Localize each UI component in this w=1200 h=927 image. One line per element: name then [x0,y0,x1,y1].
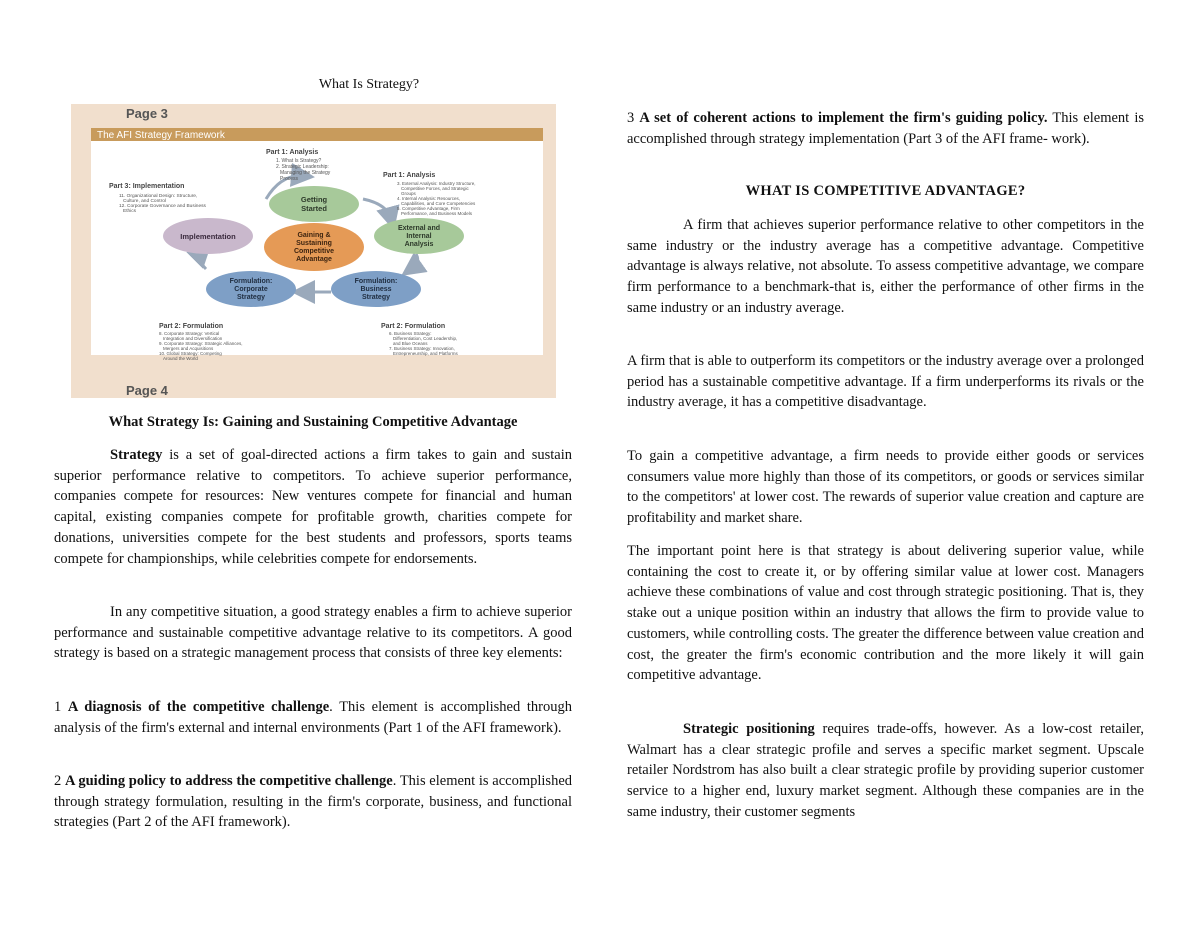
part3-item-1: 11. Organizational Design: Structure, [119,194,198,199]
strategy-term: Strategy [110,447,163,463]
part1-item-1: 1. What Is Strategy? [276,158,322,164]
part1b-item-7: Performance, and Business Models [401,211,473,216]
part2b-label: Part 2: Formulation [381,323,446,330]
node-business-line-2: Business [360,286,392,293]
part1b-item-1: 3. External Analysis: Industry Structure, [397,181,476,186]
part3-item-3: 12. Corporate Governance and Business [119,204,206,209]
element-3-paragraph [627,108,1144,149]
part2a-item-6: Around the World [163,356,198,361]
paragraph-sustainable-advantage: A firm that is able to outperform its competitors or the industry average over a prolonged period has a sustainable competitive advantage. If a firm underperforms its rivals or the industry average, it has a competitive disadvantage. [627,353,1144,411]
paragraph-strategy-definition [54,445,572,569]
part1-item-4: Process [280,176,299,182]
part2a-item-2: Integration and Diversification [163,336,223,341]
element-3-number: 3 [627,110,640,126]
afi-framework-diagram [71,104,556,398]
paragraph-competitive-advantage-definition: A firm that achieves superior performance relative to other competitors in the same industry or the industry average has a competitive advantage. Competitive advantage is always relative, not absolute. To assess competitive advantage, we compare firm performance to a benchmark-that is, either the performance of other firms in the same industry or an industry average. [627,217,1144,316]
page-bottom-label: Page 4 [126,383,168,398]
element-2-number: 2 [54,773,65,789]
part1b-item-3: Groups [401,191,416,196]
part2b-item-2: Differentiation, Cost Leadership, [393,336,458,341]
element-1-number: 1 [54,699,68,715]
node-analysis-line-1: External and [397,225,441,232]
part2b-item-5: Entrepreneurship, and Platforms [393,351,458,356]
strategic-positioning-text: requires trade-offs, however. As a low-cost retailer, Walmart has a clear strategic profile and serves a specific market segment. Upscale retailer Nordstrom has also built a clear strategic profile by providing superior customer service to a higher end, luxury market segment. Although these companies are in the same industry, their customer segments [627,721,1144,820]
part3-label: Part 3: Implementation [109,183,185,190]
paragraph-delivering-value: The important point here is that strategy is about delivering superior value, while containing the cost to create it, or by offering similar value at lower cost. Managers achieve these combinations of value and cost through strategic positioning. That is, they stake out a unique position within an industry that allows the firm to provide value to customers, while controlling costs. The greater the difference between value creation and cost, the greater the firm's economic contribution and the more likely it will gain competitive advantage. [627,543,1144,684]
part3-item-4: Ethics [123,209,137,214]
part1b-item-2: Competitive Forces, and Strategic [401,186,469,191]
part2a-item-3: 9. Corporate Strategy: Strategic Alliances, [159,341,243,346]
figure-caption: What Strategy Is: Gaining and Sustaining Competitive Advantage [108,414,518,430]
paragraph-strategic-positioning [627,719,1144,823]
part1-item-2: 2. Strategic Leadership: [276,164,329,170]
part2a-item-5: 10. Global Strategy: Competing [159,351,222,356]
node-center-line-3: Competitive [293,248,335,255]
node-center-competitive-advantage [264,223,364,271]
node-corporate-line-1: Formulation: [229,278,273,285]
part1b-item-4: 4. Internal Analysis: Resources, [397,196,461,201]
part2a-label: Part 2: Formulation [159,323,224,330]
section-heading: WHAT IS COMPETITIVE ADVANTAGE? [745,183,1026,199]
node-corporate-line-3: Strategy [236,294,266,301]
part2b-item-1: 6. Business Strategy: [389,331,432,336]
paragraph-gain-advantage: To gain a competitive advantage, a firm needs to provide either goods or services consumers value more highly than those of its competitors, or goods or services similar to the competitors' at lower cost. The rewards of superior value creation and capture are profitability and market share. [627,448,1144,527]
element-1-title: A diagnosis of the competitive challenge [67,699,330,715]
part1-item-3: Managing the Strategy [280,170,331,176]
node-getting-started-line-1: Getting [300,195,328,204]
afi-framework-figure [71,104,556,398]
part1b-item-5: Capabilities, and Core Competencies [401,201,476,206]
part1b-item-6: 5. Competitive Advantage, Firm [397,206,460,211]
node-business-line-1: Formulation: [354,278,398,285]
node-analysis-line-2: Internal [406,233,432,240]
element-2-paragraph [54,771,572,833]
part3-item-2: Culture, and Control [123,199,166,204]
document-title: What Is Strategy? [318,77,420,92]
node-getting-started-line-2: Started [301,204,327,213]
strategy-definition-text: is a set of goal-directed actions a firm takes to gain and sustain superior performance relative to competitors. To achieve superior performance, companies compete for resources: New ventures compete for financial and human capital, existing companies compete for profitable growth, charities compete for donations, universities compete for the best students and professors, sports teams compete for championships, while celebrities compete for endorsements. [54,447,572,567]
element-2-title: A guiding policy to address the competitive challenge [64,773,393,789]
node-implementation-line-1: Implementation [180,232,236,241]
node-corporate-line-2: Corporate [234,286,268,293]
part2b-item-4: 7. Business Strategy: Innovation, [389,346,455,351]
node-center-line-4: Advantage [296,256,332,263]
element-2-text: . This element is accomplished through strategy formulation, resulting in the firm's corporate, business, and functional strategies (Part 2 of the AFI framework). [54,773,573,831]
node-business-line-3: Strategy [361,294,391,301]
node-analysis-line-3: Analysis [404,241,434,248]
part2a-item-4: Mergers and Acquisitions [163,346,214,351]
page-top-label: Page 3 [126,106,168,121]
strategic-positioning-term: Strategic positioning [683,721,815,737]
part2a-item-1: 8. Corporate Strategy: Vertical [159,331,220,336]
node-center-line-2: Sustaining [296,240,332,247]
node-center-line-1: Gaining & [297,232,331,239]
banner-title: The AFI Strategy Framework [97,130,225,141]
element-1-paragraph [54,697,572,738]
paragraph-competitive-situation: In any competitive situation, a good strategy enables a firm to achieve superior performance and sustainable competitive advantage relative to its competitors. A good strategy is based on a strategic management process that consists of three key elements: [54,604,572,662]
element-1-text: . This element is accomplished through analysis of the firm's external and internal environments (Part 1 of the AFI framework). [54,699,572,736]
part1-label: Part 1: Analysis [266,149,319,156]
element-3-title: A set of coherent actions to implement the firm's guiding policy. [639,110,1048,126]
element-3-text: This element is accomplished through strategy implementation (Part 3 of the AFI frame- work). [627,110,1144,147]
part1b-label: Part 1: Analysis [383,172,436,179]
part2b-item-3: and Blue Oceans [393,341,428,346]
